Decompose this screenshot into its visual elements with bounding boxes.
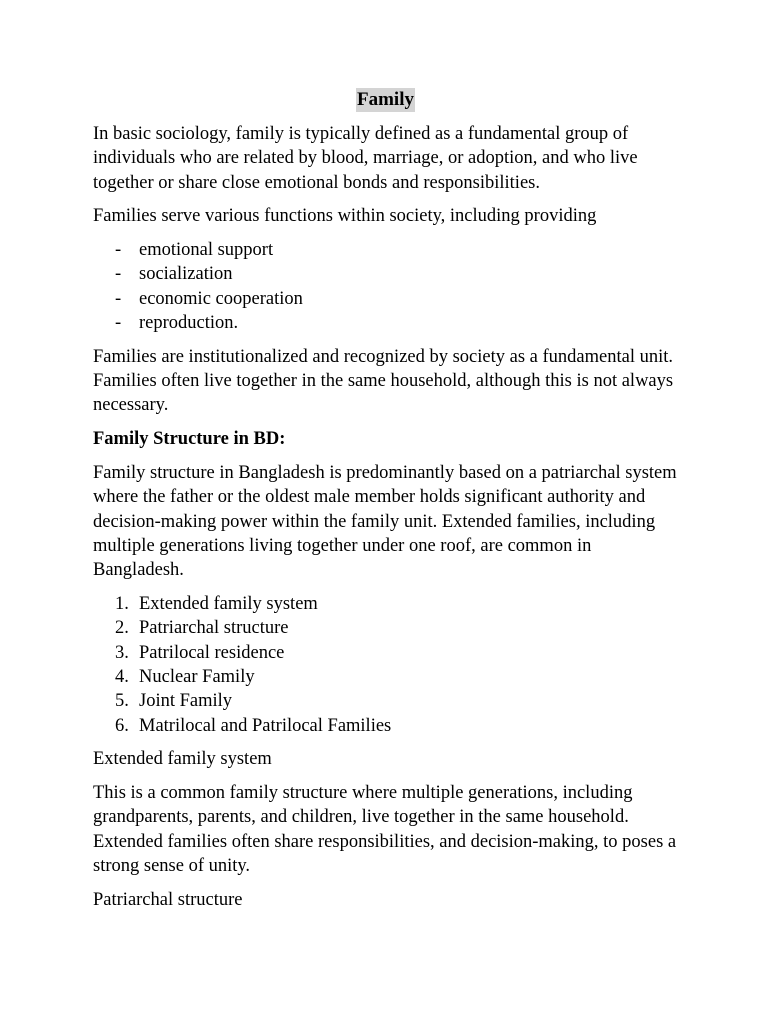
functions-list [93, 238, 678, 335]
list-item [93, 714, 678, 738]
list-item-text: emotional support [139, 240, 274, 261]
list-item-text: Patriarchal structure [139, 618, 289, 639]
list-item-text: economic cooperation [139, 288, 303, 309]
extended-family-heading: Extended family system [93, 749, 272, 770]
list-item-text: Matrilocal and Patrilocal Families [139, 715, 392, 736]
title-container [93, 88, 678, 112]
list-item-text: Nuclear Family [139, 666, 255, 687]
functions-intro-paragraph: Families serve various functions within society, including providing [93, 206, 597, 227]
list-item [93, 287, 678, 311]
list-marker: 5. [115, 691, 129, 712]
extended-family-paragraph: This is a common family structure where multiple generations, including grandparents, parents, and children, live together in the same household. Extended families often share responsibilities, and decision-making, to poses a strong sense of unity. [93, 783, 677, 877]
structure-list [93, 592, 678, 738]
list-item-text: Joint Family [139, 691, 233, 712]
list-item-text: Extended family system [139, 594, 318, 615]
intro-paragraph: In basic sociology, family is typically defined as a fundamental group of individuals who are related by blood, marriage, or adoption, and who live together or share close emotional bonds and responsibilities. [93, 124, 638, 193]
bd-structure-heading: Family Structure in BD: [93, 429, 286, 450]
list-marker: - [115, 288, 122, 309]
page-title: Family [357, 89, 414, 110]
list-marker: - [115, 240, 122, 261]
list-item [93, 592, 678, 616]
institution-paragraph: Families are institutionalized and recognized by society as a fundamental unit. Families often live together in the same household, although this is not always necessary. [93, 346, 674, 416]
list-marker: - [115, 264, 122, 285]
list-marker: 4. [115, 666, 129, 687]
list-marker: 3. [115, 642, 129, 663]
list-marker: 1. [115, 594, 129, 615]
list-item [93, 238, 678, 262]
list-item [93, 641, 678, 665]
list-item-text: socialization [139, 264, 233, 285]
list-item-text: Patrilocal residence [139, 642, 285, 663]
list-item-text: reproduction. [139, 313, 239, 334]
list-item [93, 616, 678, 640]
list-marker: 6. [115, 715, 129, 736]
list-item [93, 262, 678, 286]
list-marker: 2. [115, 618, 129, 639]
bd-structure-paragraph: Family structure in Bangladesh is predominantly based on a patriarchal system where the father or the oldest male member holds significant authority and decision-making power within the family unit. Extended families, including multiple generations living together under one roof, are common in Bangladesh. [93, 463, 677, 581]
list-item [93, 311, 678, 335]
list-item [93, 689, 678, 713]
list-marker: - [115, 313, 122, 334]
list-item [93, 665, 678, 689]
patriarchal-structure-heading: Patriarchal structure [93, 889, 243, 910]
